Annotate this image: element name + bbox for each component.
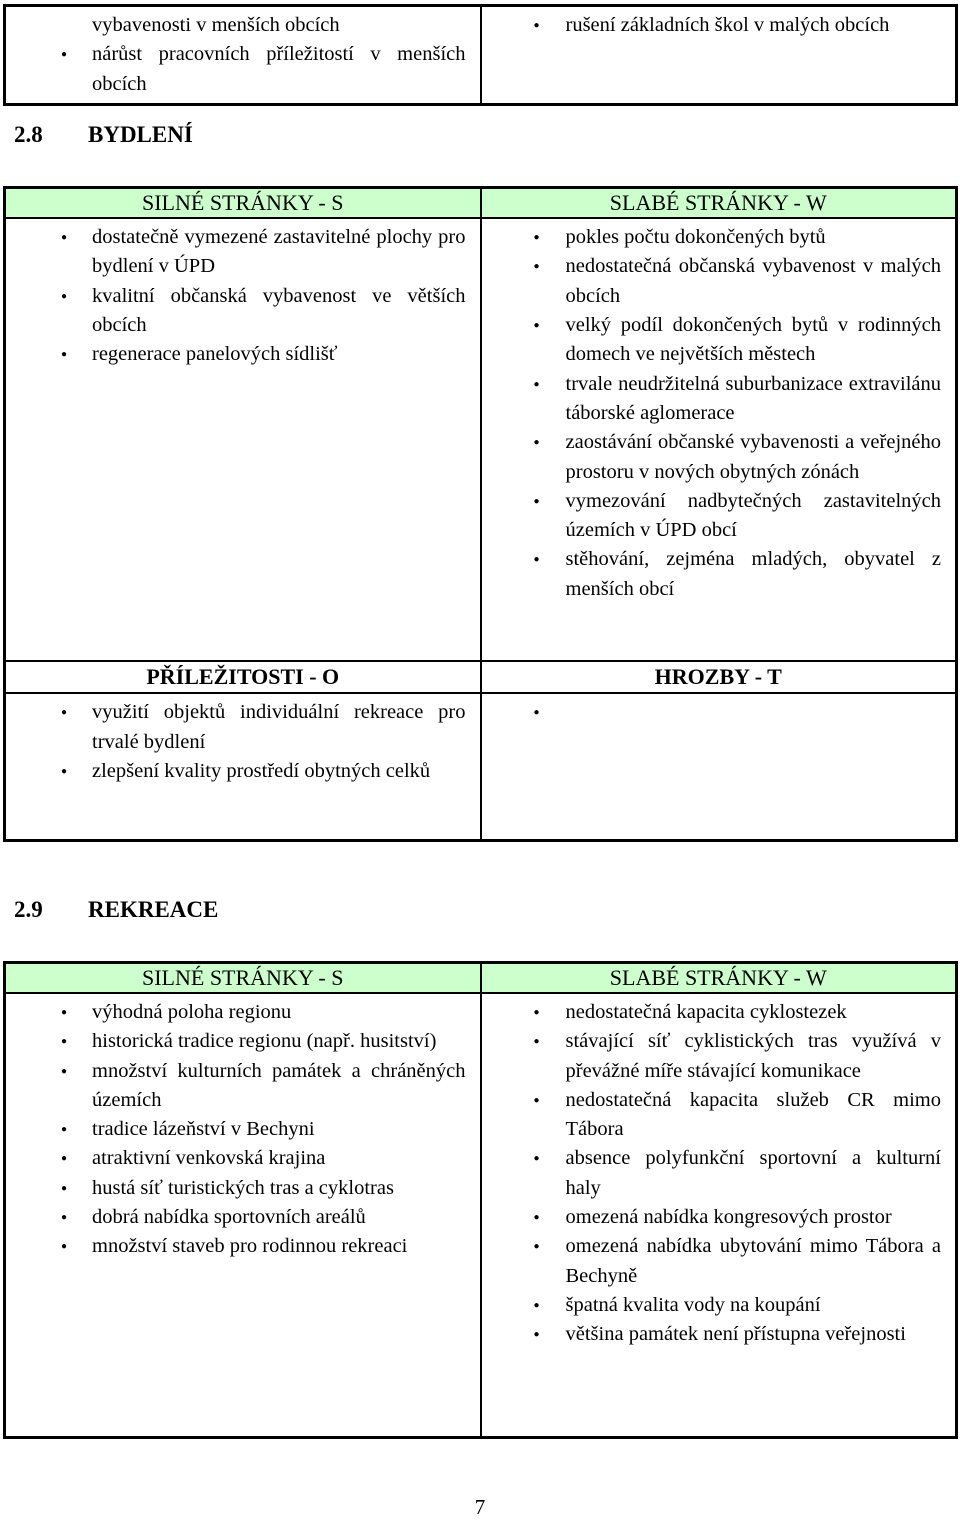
- list-item: ● dostatečně vymezené zastavitelné plochy pro bydlení v ÚPD: [6, 223, 466, 282]
- list-item: ● vymezování nadbytečných zastavitelných územích v ÚPD obcí: [482, 487, 942, 546]
- threats-list: [482, 694, 956, 731]
- list-item: ● rušení základních škol v malých obcích: [482, 11, 942, 40]
- list-item: ● stěhování, zejména mladých, obyvatel z menších obcí: [482, 545, 942, 604]
- threats-continued-cell: [481, 6, 957, 104]
- opportunities-continued-cell: [5, 6, 481, 104]
- list-item: ● pokles počtu dokončených bytů: [482, 223, 942, 252]
- swot-table-bydleni: [3, 186, 958, 842]
- list-item: ● regenerace panelových sídlišť: [6, 340, 466, 369]
- weaknesses-list: [482, 219, 956, 608]
- list-item: ● dobrá nabídka sportovních areálů: [6, 1203, 466, 1232]
- weaknesses-cell: [481, 218, 957, 661]
- list-item: ● nárůst pracovních příležitostí v menších obcích: [6, 40, 466, 99]
- list-item: ● zaostávání občanské vybavenosti a veřejného prostoru v nových obytných zónách: [482, 428, 942, 487]
- strengths-header: SILNÉ STRÁNKY - S: [5, 963, 481, 993]
- list-item: ● kvalitní občanská vybavenost ve větších obcích: [6, 282, 466, 341]
- section-heading-bydleni: [14, 122, 193, 148]
- strengths-header: SILNÉ STRÁNKY - S: [5, 188, 481, 218]
- list-item: ● absence polyfunkční sportovní a kulturní haly: [482, 1144, 942, 1203]
- table-continuation: [3, 4, 958, 106]
- weaknesses-header: SLABÉ STRÁNKY - W: [481, 963, 957, 993]
- threats-header: HROZBY - T: [481, 661, 957, 693]
- list-item: ● tradice lázeňství v Bechyni: [6, 1115, 466, 1144]
- list-item: ● výhodná poloha regionu: [6, 998, 466, 1027]
- strengths-list: [6, 994, 480, 1266]
- strengths-cell: [5, 218, 481, 661]
- list-item: [482, 698, 942, 727]
- list-item: ● špatná kvalita vody na koupání: [482, 1291, 942, 1320]
- list-item: ● velký podíl dokončených bytů v rodinných domech ve největších městech: [482, 311, 942, 370]
- list-item: ● většina památek není přístupna veřejnosti: [482, 1320, 942, 1349]
- list-item: ● množství kulturních památek a chráněných územích: [6, 1057, 466, 1116]
- list-item: ● omezená nabídka kongresových prostor: [482, 1203, 942, 1232]
- list-item: ● stávající síť cyklistických tras využívá v převážné míře stávající komunikace: [482, 1027, 942, 1086]
- continued-line: vybavenosti v menších obcích: [92, 14, 340, 36]
- list-item: ● nedostatečná občanská vybavenost v malých obcích: [482, 252, 942, 311]
- section-number: 2.8: [14, 122, 43, 147]
- strengths-list: [6, 219, 480, 373]
- list-item: ● využití objektů individuální rekreace pro trvalé bydlení: [6, 698, 466, 757]
- weaknesses-cell: [481, 993, 957, 1437]
- weaknesses-header: SLABÉ STRÁNKY - W: [481, 188, 957, 218]
- section-number: 2.9: [14, 897, 43, 922]
- threats-continued-list: [482, 7, 956, 44]
- opportunities-list: [6, 694, 480, 790]
- list-item: ● historická tradice regionu (např. husitství): [6, 1027, 466, 1056]
- section-title: REKREACE: [88, 897, 219, 922]
- list-item: ● omezená nabídka ubytování mimo Tábora a Bechyně: [482, 1232, 942, 1291]
- swot-table-rekreace: [3, 961, 958, 1439]
- opportunities-continued-list: [6, 40, 480, 103]
- list-item: ● hustá síť turistických tras a cyklotras: [6, 1174, 466, 1203]
- opportunities-header: PŘÍLEŽITOSTI - O: [5, 661, 481, 693]
- strengths-cell: [5, 993, 481, 1437]
- section-heading-rekreace: [14, 897, 218, 923]
- threats-cell: [481, 693, 957, 840]
- section-title: BYDLENÍ: [88, 122, 193, 147]
- opportunities-cell: [5, 693, 481, 840]
- list-item: ● atraktivní venkovská krajina: [6, 1144, 466, 1173]
- list-item: ● nedostatečná kapacita cyklostezek: [482, 998, 942, 1027]
- weaknesses-list: [482, 994, 956, 1354]
- list-item: ● množství staveb pro rodinnou rekreaci: [6, 1232, 466, 1261]
- page-number: 7: [474, 1495, 486, 1519]
- list-item: ● nedostatečná kapacita služeb CR mimo Tábora: [482, 1086, 942, 1145]
- list-item: ● trvale neudržitelná suburbanizace extravilánu táborské aglomerace: [482, 370, 942, 429]
- list-item: ● zlepšení kvality prostředí obytných celků: [6, 757, 466, 786]
